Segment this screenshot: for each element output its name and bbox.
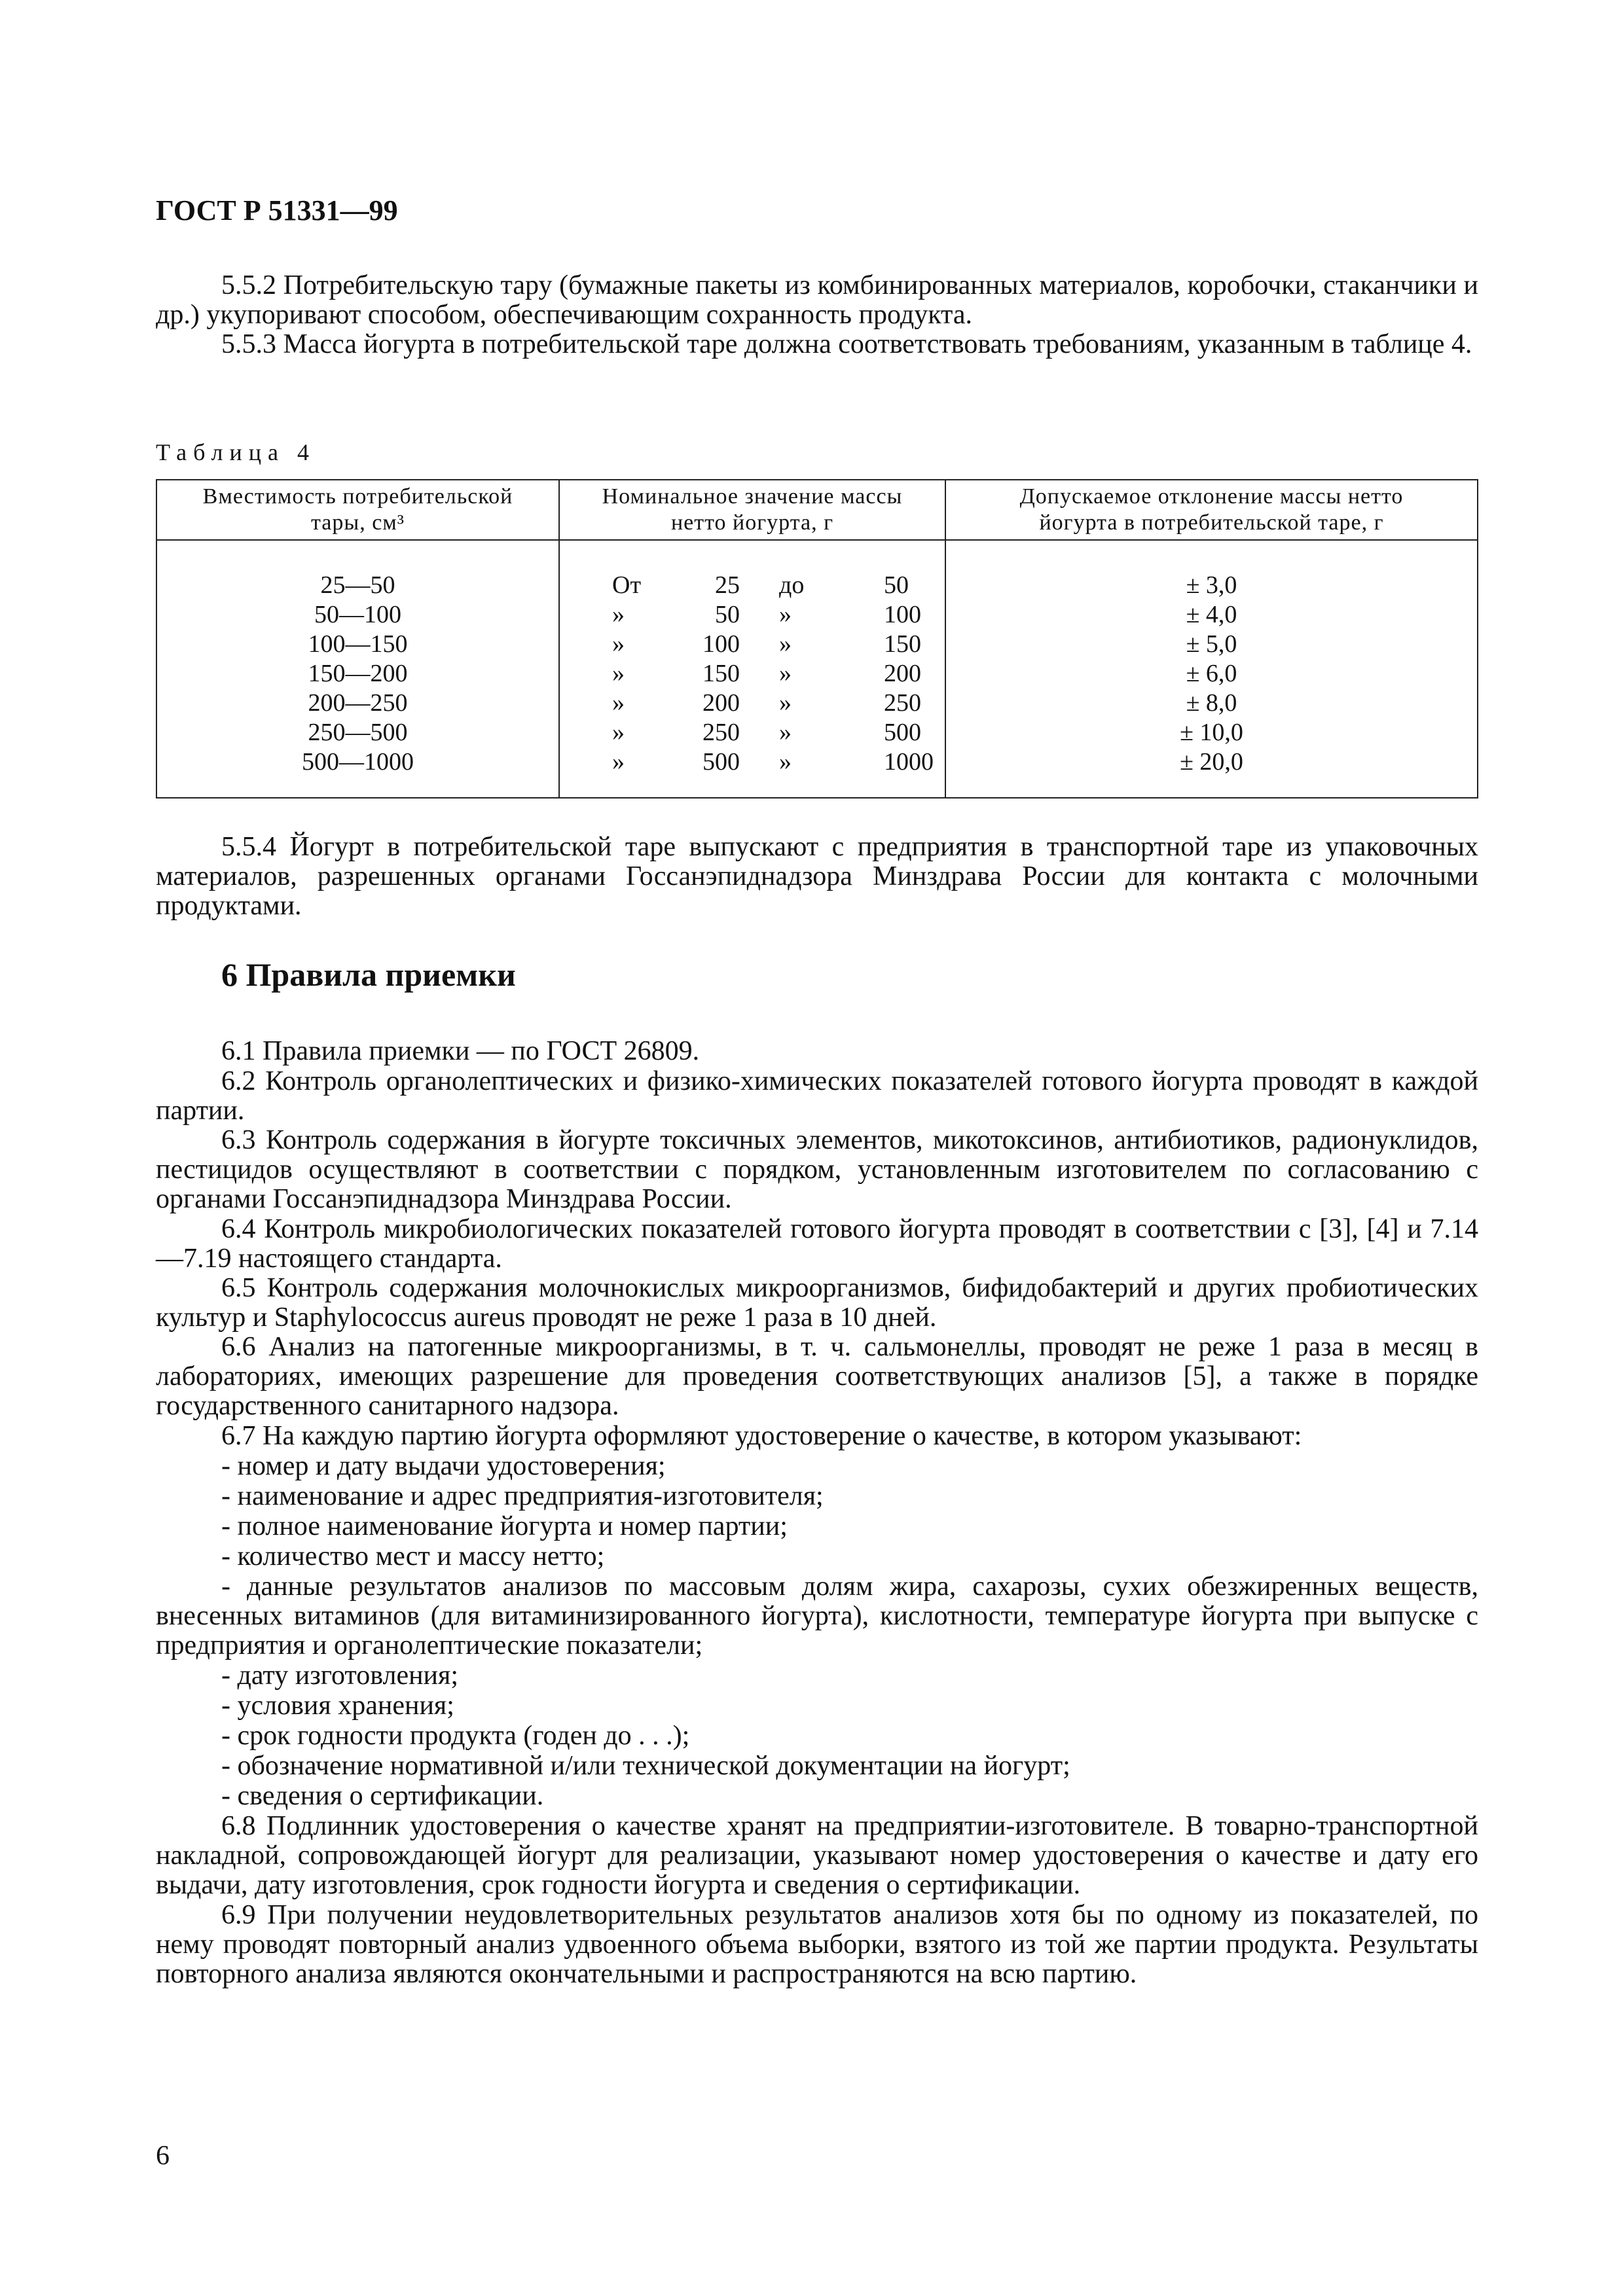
table-column-tolerance bbox=[945, 540, 1478, 798]
paragraph-5-5-4: 5.5.4 Йогурт в потребительской таре выпускают с предприятия в транспортной таре из упаковочных материалов, разрешенных органами Госсанэпиднадзора Минздрава России для контакта с молочными продуктами. bbox=[156, 832, 1478, 921]
section-title: 6 Правила приемки bbox=[221, 956, 516, 993]
table-header-mass: Номинальное значение массы нетто йогурта, г bbox=[559, 480, 945, 540]
table-header-tolerance: Допускаемое отклонение массы нетто йогурта в потребительской таре, г bbox=[945, 480, 1478, 540]
page-number: 6 bbox=[156, 2141, 170, 2171]
table-cell: » 100 » 150 bbox=[612, 630, 921, 658]
list-item: - обозначение нормативной и/или технической документации на йогурт; bbox=[221, 1751, 1070, 1781]
table-cell: 250—500 bbox=[308, 719, 408, 746]
list-item: - условия хранения; bbox=[221, 1691, 454, 1721]
list-item: - срок годности продукта (годен до . . .); bbox=[221, 1721, 690, 1751]
paragraph-6-5: 6.5 Контроль содержания молочнокислых микроорганизмов, бифидобактерий и других пробиотических культур и Staphylococcus aureus проводят не реже 1 раза в 10 дней. bbox=[156, 1273, 1478, 1333]
table-cell: 100—150 bbox=[308, 630, 408, 658]
table-cell: 150—200 bbox=[308, 660, 408, 687]
list-item: - данные результатов анализов по массовым долям жира, сахарозы, сухих обезжиренных веществ, внесенных витаминов (для витаминизированного йогурта), кислотности, температуре йогурта при выпуске с предприятия и органолептические показатели; bbox=[156, 1571, 1478, 1660]
paragraph-6-1: 6.1 Правила приемки — по ГОСТ 26809. bbox=[221, 1036, 700, 1066]
document-code: ГОСТ Р 51331—99 bbox=[156, 194, 398, 226]
table-cell: ± 10,0 bbox=[1180, 719, 1243, 746]
table-cell: ± 3,0 bbox=[1186, 571, 1237, 599]
paragraph-6-2: 6.2 Контроль органолептических и физико-химических показателей готового йогурта проводят в каждой партии. bbox=[156, 1066, 1478, 1126]
table-4 bbox=[156, 479, 1478, 798]
table-cell: 200—250 bbox=[308, 689, 408, 717]
list-item: - наименование и адрес предприятия-изготовителя; bbox=[221, 1481, 824, 1511]
list-item: - номер и дату выдачи удостоверения; bbox=[221, 1451, 666, 1481]
table-cell: 25—50 bbox=[320, 571, 395, 599]
table-cell: ± 8,0 bbox=[1186, 689, 1237, 717]
table-cell: » 500 » 1000 bbox=[612, 748, 934, 776]
table-cell: 500—1000 bbox=[302, 748, 414, 776]
table-cell: ± 4,0 bbox=[1186, 601, 1237, 628]
paragraph-6-6: 6.6 Анализ на патогенные микроорганизмы, в т. ч. сальмонеллы, проводят не реже 1 раза в месяц в лабораториях, имеющих разрешение для проведения соответствующих анализов [5], а также в порядке государственного санитарного надзора. bbox=[156, 1332, 1478, 1421]
table-cell: » 150 » 200 bbox=[612, 660, 921, 687]
paragraph-5-5-2: 5.5.2 Потребительскую тару (бумажные пакеты из комбинированных материалов, коробочки, стаканчики и др.) укупоривают способом, обеспечивающим сохранность продукта. bbox=[156, 270, 1478, 330]
table-cell: » 250 » 500 bbox=[612, 719, 921, 746]
table-cell: » 200 » 250 bbox=[612, 689, 921, 717]
paragraph-6-8: 6.8 Подлинник удостоверения о качестве хранят на предприятии-изготовителе. В товарно-транспортной накладной, сопровождающей йогурт для реализации, указывают номер удостоверения о качестве и дату его выдачи, дату изготовления, срок годности йогурта и сведения о сертификации. bbox=[156, 1811, 1478, 1900]
list-item: - количество мест и массу нетто; bbox=[221, 1541, 605, 1571]
table-column-capacity bbox=[156, 540, 559, 798]
table-header-capacity: Вместимость потребительской тары, см³ bbox=[156, 480, 559, 540]
list-item: - сведения о сертификации. bbox=[221, 1781, 544, 1811]
table-cell: ± 5,0 bbox=[1186, 630, 1237, 658]
list-item: - дату изготовления; bbox=[221, 1660, 459, 1691]
table-cell: » 50 » 100 bbox=[612, 601, 921, 628]
paragraph-6-7: 6.7 На каждую партию йогурта оформляют удостоверение о качестве, в котором указывают: bbox=[221, 1421, 1302, 1451]
table-cell: От 25 до 50 bbox=[612, 571, 909, 599]
table-cell: ± 20,0 bbox=[1180, 748, 1243, 776]
table-cell: ± 6,0 bbox=[1186, 660, 1237, 687]
paragraph-6-4: 6.4 Контроль микробиологических показателей готового йогурта проводят в соответствии с [3], [4] и 7.14—7.19 настоящего стандарта. bbox=[156, 1214, 1478, 1274]
table-caption: Таблица 4 bbox=[156, 439, 316, 465]
list-item: - полное наименование йогурта и номер партии; bbox=[221, 1511, 788, 1541]
table-cell: 50—100 bbox=[314, 601, 401, 628]
table-column-mass bbox=[559, 540, 945, 798]
paragraph-5-5-3: 5.5.3 Масса йогурта в потребительской таре должна соответствовать требованиям, указанным в таблице 4. bbox=[221, 329, 1472, 359]
paragraph-6-9: 6.9 При получении неудовлетворительных результатов анализов хотя бы по одному из показателей, по нему проводят повторный анализ удвоенного объема выборки, взятого из той же партии продукта. Результаты повторного анализа являются окончательными и распространяются на всю партию. bbox=[156, 1900, 1478, 1989]
paragraph-6-3: 6.3 Контроль содержания в йогурте токсичных элементов, микотоксинов, антибиотиков, радионуклидов, пестицидов осуществляют в соответствии с порядком, установленным изготовителем по согласованию с органами Госсанэпиднадзора Минздрава России. bbox=[156, 1125, 1478, 1214]
